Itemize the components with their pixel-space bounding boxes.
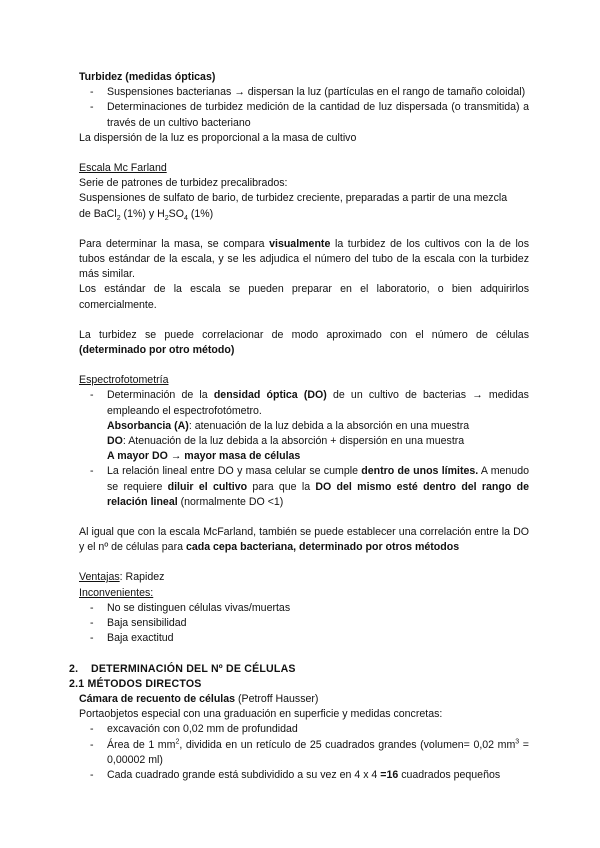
list-item: - Determinación de la densidad óptica (DO) de un cultivo de bacterias → medidas empleando el espectrofotómetro. Absorbancia (A): atenuación de la luz debida a la absorción en una muestra DO: Atenuación de la luz debida a la absorción + dispersión en una muestra A mayor DO → mayor masa de células	[79, 388, 529, 464]
list-item: - Baja exactitud	[79, 631, 529, 646]
list-item: - Baja sensibilidad	[79, 616, 529, 631]
turbidez-title: Turbidez (medidas ópticas)	[79, 71, 216, 83]
turbidez-list	[79, 85, 529, 131]
mcfarland-para3: La turbidez se puede correlacionar de modo aproximado con el número de células (determinado por otro método)	[79, 328, 529, 357]
turbidez-note: La dispersión de la luz es proporcional a la masa de cultivo	[79, 131, 357, 144]
camara-heading: Cámara de recuento de células (Petroff Hausser)	[79, 692, 319, 705]
section-2-1-heading: 2.1 MÉTODOS DIRECTOS	[69, 677, 202, 690]
espectro-para: Al igual que con la escala McFarland, también se puede establecer una correlación entre la DO y el nº de células para cada cepa bacteriana, determinado por otros métodos	[79, 526, 529, 554]
ventajas-line: Ventajas: Rapidez	[79, 571, 165, 584]
camara-list	[79, 722, 529, 783]
mcfarland-line2: Suspensiones de sulfato de bario, de turbidez creciente, preparadas a partir de una mezcla	[79, 192, 508, 205]
list-item: - Determinaciones de turbidez medición de la cantidad de luz dispersada (o transmitida) a través de un cultivo bacteriano	[79, 100, 529, 130]
list-item: - Área de 1 $mm^2$, dividida en un retículo de 25 cuadrados grandes (volumen= 0,02 $mm^3 = 0,00002$ ml)	[79, 738, 529, 768]
list-item: - No se distinguen células vivas/muertas	[79, 601, 529, 616]
list-item: - La relación lineal entre DO y masa celular se cumple dentro de unos límites. A menudo se requiere diluir el cultivo para que la DO del mismo esté dentro del rango de relación lineal (normalmente DO <1)	[79, 464, 529, 510]
mcfarland-heading: Escala Mc Farland	[79, 162, 167, 175]
mcfarland-formula: de BaCl$_2$ (1%) y $H_2SO_4$ (1%)	[79, 207, 214, 222]
mcfarland-para2: Los estándar de la escala se pueden preparar en el laboratorio, o bien adquirirlos comercialmente.	[79, 283, 529, 311]
espectro-list	[79, 388, 529, 510]
section-2-heading: 2. DETERMINACIÓN DEL Nº DE CÉLULAS	[69, 662, 296, 675]
mcfarland-line1: Serie de patrones de turbidez precalibrados:	[79, 177, 288, 190]
mayor-do-line: A mayor DO → mayor masa de células	[107, 450, 301, 463]
espectro-heading: Espectrofotometría	[79, 374, 169, 387]
list-item: - Suspensiones bacterianas → dispersan la luz (partículas en el rango de tamaño coloidal)	[79, 85, 529, 100]
do-def: DO: Atenuación de la luz debida a la absorción + dispersión en una muestra	[107, 435, 465, 448]
absorbancia-def: Absorbancia (A): atenuación de la luz debida a la absorción en una muestra	[107, 419, 470, 432]
camara-intro: Portaobjetos especial con una graduación en superficie y medidas concretas:	[79, 708, 443, 721]
list-item: - Cada cuadrado grande está subdividido a su vez en 4 x 4 =16 cuadrados pequeños	[79, 768, 529, 783]
document-content	[69, 70, 529, 783]
inconvenientes-heading: Inconvenientes:	[79, 586, 154, 599]
inconvenientes-list	[79, 601, 529, 647]
mcfarland-para1: Para determinar la masa, se compara visualmente la turbidez de los cultivos con la de los tubos estándar de la escala, y se les adjudica el número del tubo de la escala con la turbidez más similar.	[79, 237, 529, 281]
list-item: - excavación con 0,02 mm de profundidad	[79, 722, 529, 737]
